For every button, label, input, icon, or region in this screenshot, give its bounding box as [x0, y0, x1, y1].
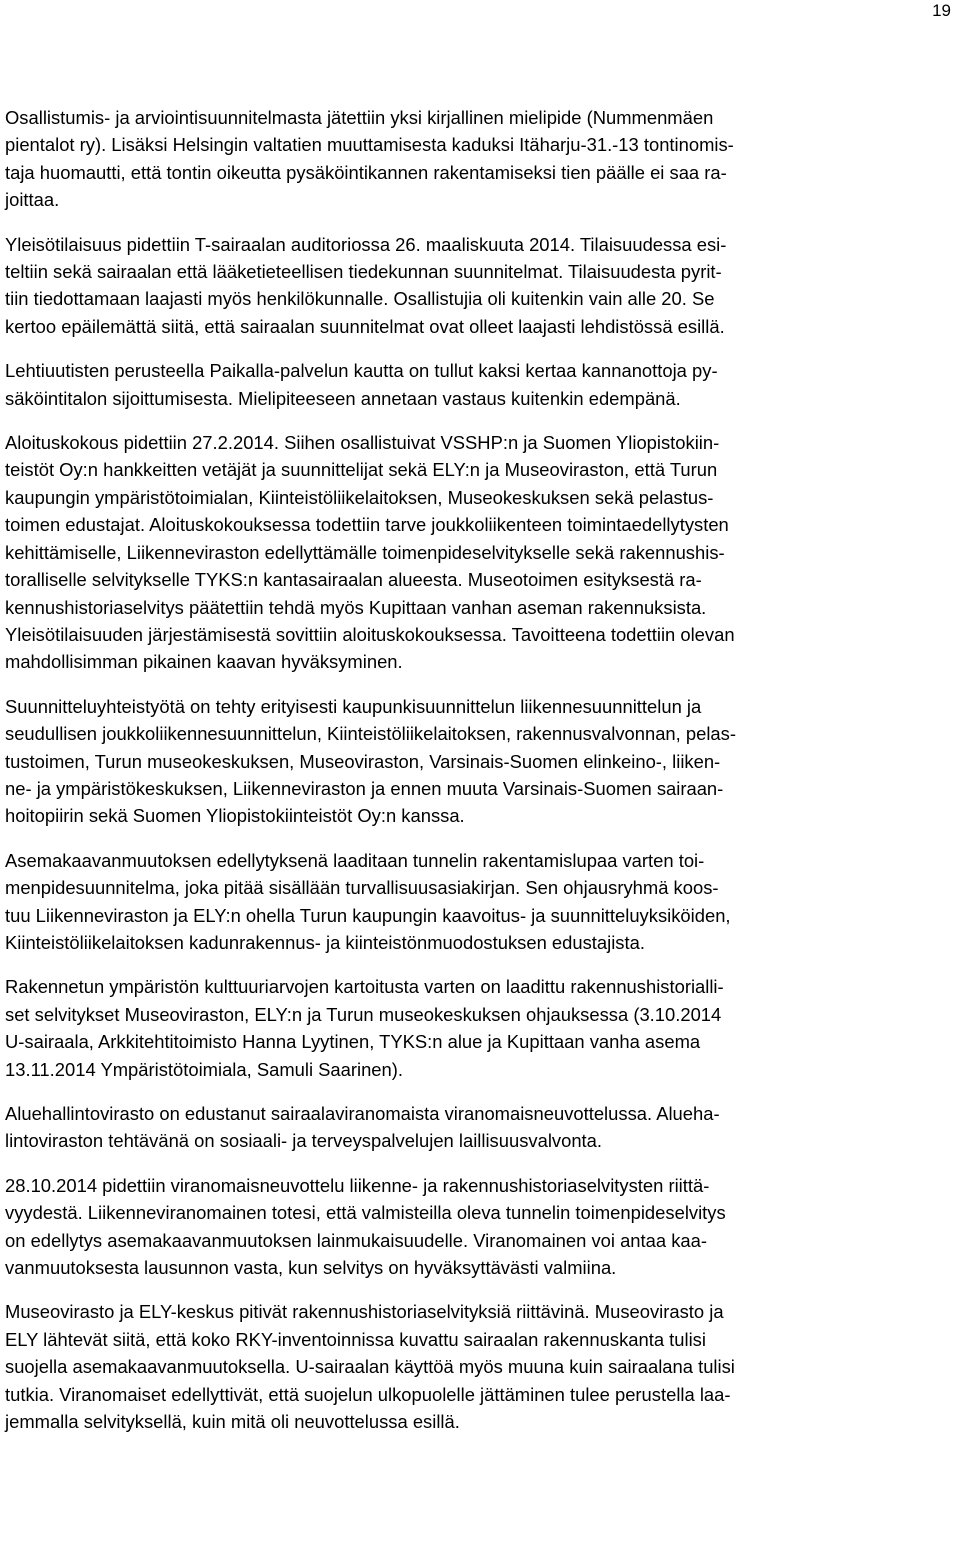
text-line: Yleisötilaisuus pidettiin T-sairaalan auditoriossa 26. maaliskuuta 2014. Tilaisuudessa esi-	[5, 233, 727, 255]
text-line: toimen edustajat. Aloituskokouksessa todettiin tarve joukkoliikenteen toimintaedellytysten	[5, 514, 729, 536]
paragraph	[5, 104, 957, 214]
text-line: vyydestä. Liikenneviranomainen totesi, että valmisteilla oleva tunnelin toimenpideselvitys	[5, 1202, 726, 1224]
text-line: kennushistoriaselvitys päätettiin tehdä myös Kupittaan vanhan aseman rakennuksista.	[5, 596, 707, 618]
text-line: mahdollisimman pikainen kaavan hyväksyminen.	[5, 651, 403, 673]
paragraph	[5, 693, 957, 830]
text-line: toralliselle selvitykselle TYKS:n kantasairaalan alueesta. Museotoimen esityksestä ra-	[5, 569, 702, 591]
paragraph	[5, 1298, 957, 1435]
text-line: Asemakaavanmuutoksen edellytyksenä laaditaan tunnelin rakentamislupaa varten toi-	[5, 849, 705, 871]
paragraph	[5, 847, 957, 957]
paragraph	[5, 357, 957, 412]
text-line: U-sairaala, Arkkitehtitoimisto Hanna Lyytinen, TYKS:n alue ja Kupittaan vanha asema	[5, 1031, 701, 1053]
paragraph	[5, 973, 957, 1083]
text-line: ELY lähtevät siitä, että koko RKY-inventoinnissa kuvattu sairaalan rakennuskanta tulisi	[5, 1328, 706, 1350]
text-line: Suunnitteluyhteistyötä on tehty erityisesti kaupunkisuunnittelun liikennesuunnittelun ja	[5, 695, 702, 717]
page-number: 19	[932, 1, 951, 20]
text-line: tutkia. Viranomaiset edellyttivät, että suojelun ulkopuolelle jättäminen tulee perustella laa-	[5, 1383, 731, 1405]
text-line: joittaa.	[5, 189, 60, 211]
text-line: Museovirasto ja ELY-keskus pitivät rakennushistoriaselvityksiä riittävinä. Museovirasto ja	[5, 1301, 724, 1323]
text-line: 28.10.2014 pidettiin viranomaisneuvottelu liikenne- ja rakennushistoriaselvitysten riittä-	[5, 1174, 710, 1196]
text-line: Aloituskokous pidettiin 27.2.2014. Siihen osallistuivat VSSHP:n ja Suomen Yliopistokiin-	[5, 432, 720, 454]
text-line: ne- ja ympäristökeskuksen, Liikenneviraston ja ennen muuta Varsinais-Suomen sairaan-	[5, 777, 724, 799]
text-line: Rakennetun ympäristön kulttuuriarvojen kartoitusta varten on laadittu rakennushistorialli-	[5, 976, 724, 998]
paragraph	[5, 1100, 957, 1155]
text-line: teltiin sekä sairaalan että lääketieteellisen tiedekunnan suunnitelmat. Tilaisuudesta pyrit-	[5, 261, 722, 283]
text-line: Yleisötilaisuuden järjestämisestä sovittiin aloituskokouksessa. Tavoitteena todettiin olevan	[5, 623, 735, 645]
document-body	[5, 104, 957, 1452]
paragraph	[5, 429, 957, 676]
text-line: jemmalla selvityksellä, kuin mitä oli neuvottelussa esillä.	[5, 1411, 460, 1433]
text-line: on edellytys asemakaavanmuutoksen lainmukaisuudelle. Viranomainen voi antaa kaa-	[5, 1229, 707, 1251]
text-line: suojella asemakaavanmuutoksella. U-sairaalan käyttöä myös muuna kuin sairaalana tulisi	[5, 1356, 735, 1378]
text-line: Osallistumis- ja arviointisuunnitelmasta jätettiin yksi kirjallinen mielipide (Nummenmäen	[5, 107, 714, 128]
text-line: kaupungin ympäristötoimialan, Kiinteistöliikelaitoksen, Museokeskuksen sekä pelastus-	[5, 486, 714, 508]
text-line: teistöt Oy:n hankkeitten vetäjät ja suunnittelijat sekä ELY:n ja Museoviraston, että Turun	[5, 459, 718, 481]
text-line: Lehtiuutisten perusteella Paikalla-palvelun kautta on tullut kaksi kertaa kannanottoja py-	[5, 360, 718, 382]
text-line: lintoviraston tehtävänä on sosiaali- ja terveyspalvelujen laillisuusvalvonta.	[5, 1130, 603, 1152]
text-line: seudullisen joukkoliikennesuunnittelun, Kiinteistöliikelaitoksen, rakennusvalvonnan, pelas-	[5, 723, 736, 745]
paragraph	[5, 231, 957, 341]
text-line: tuu Liikenneviraston ja ELY:n ohella Turun kaupungin kaavoitus- ja suunnitteluyksiköiden,	[5, 904, 731, 926]
text-line: kertoo epäilemättä siitä, että sairaalan suunnitelmat ovat olleet laajasti lehdistössä esillä.	[5, 315, 725, 337]
text-line: tiin tiedottamaan laajasti myös henkilökunnalle. Osallistujia oli kuitenkin vain alle 20. Se	[5, 288, 715, 310]
text-line: vanmuutoksesta lausunnon vasta, kun selvitys on hyväksyttävästi valmiina.	[5, 1257, 617, 1279]
text-line: Kiinteistöliikelaitoksen kadunrakennus- ja kiinteistönmuodostuksen edustajista.	[5, 931, 645, 953]
text-line: set selvitykset Museoviraston, ELY:n ja Turun museokeskuksen ohjauksessa (3.10.2014	[5, 1003, 722, 1025]
text-line: menpidesuunnitelma, joka pitää sisällään turvallisuusasiakirjan. Sen ohjausryhmä koos-	[5, 877, 719, 899]
text-line: Aluehallintovirasto on edustanut sairaalaviranomaista viranomaisneuvottelussa. Alueha-	[5, 1103, 720, 1124]
text-line: 13.11.2014 Ympäristötoimiala, Samuli Saarinen).	[5, 1058, 404, 1080]
paragraph	[5, 1172, 957, 1282]
text-line: taja huomautti, että tontin oikeutta pysäköintikannen rakentamiseksi tien päälle ei saa ra-	[5, 161, 727, 183]
text-line: pientalot ry). Lisäksi Helsingin valtatien muuttamisesta kaduksi Itäharju-31.-13 tontinomis-	[5, 134, 734, 156]
text-line: kehittämiselle, Liikenneviraston edellyttämälle toimenpideselvitykselle sekä rakennushis-	[5, 541, 725, 563]
text-line: säköintitalon sijoittumisesta. Mielipiteeseen annetaan vastaus kuitenkin edempänä.	[5, 387, 681, 409]
text-line: hoitopiirin sekä Suomen Yliopistokiinteistöt Oy:n kanssa.	[5, 805, 465, 827]
text-line: tustoimen, Turun museokeskuksen, Museoviraston, Varsinais-Suomen elinkeino-, liiken-	[5, 750, 721, 772]
